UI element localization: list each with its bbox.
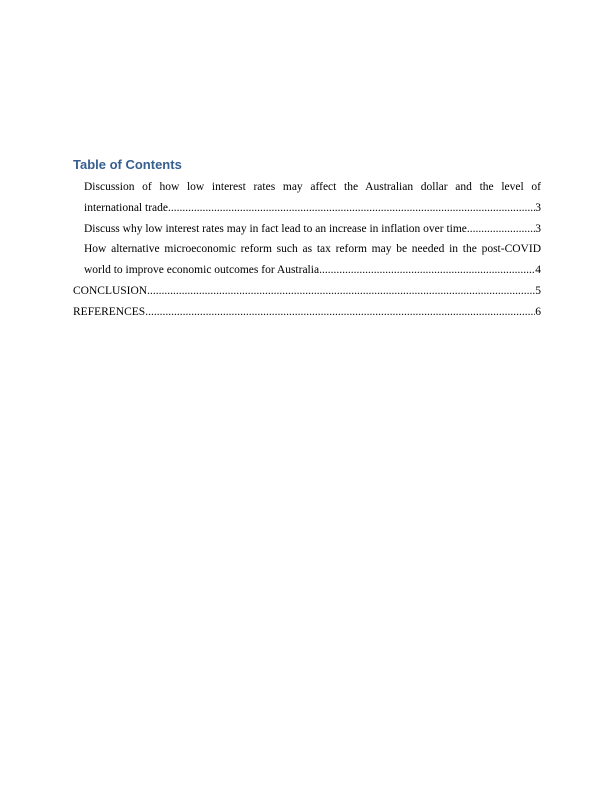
toc-entry[interactable] xyxy=(73,177,541,219)
dot-leader xyxy=(168,198,535,219)
toc-entry-text-line: world to improve economic outcomes for Australia xyxy=(84,264,320,277)
toc-entry-final-line xyxy=(84,219,541,240)
toc-entry[interactable] xyxy=(73,219,541,240)
toc-page-number: 3 xyxy=(535,201,541,214)
toc-entry[interactable] xyxy=(73,281,541,302)
toc-entry-final-line xyxy=(84,260,541,281)
dot-leader xyxy=(145,302,535,323)
toc-entry-final-line xyxy=(73,281,541,302)
dot-leader xyxy=(147,281,535,302)
dot-leader xyxy=(319,260,535,281)
toc-page-number: 4 xyxy=(535,264,541,277)
table-of-contents xyxy=(73,157,541,323)
toc-entry-text-line: How alternative microeconomic reform such as tax reform may be needed in the post-COVID xyxy=(84,243,541,256)
toc-page-number: 3 xyxy=(535,222,541,235)
toc-entry-final-line xyxy=(73,302,541,323)
dot-leader xyxy=(467,219,535,240)
toc-entry-text-line: international trade xyxy=(84,201,168,214)
toc-entry[interactable] xyxy=(73,239,541,281)
toc-entry-text-line: Discuss why low interest rates may in fact lead to an increase in inflation over time xyxy=(84,222,467,235)
toc-page-number: 6 xyxy=(535,305,541,318)
toc-entry-text-line: REFERENCES xyxy=(73,305,146,318)
toc-title: Table of Contents xyxy=(73,157,182,172)
toc-entry-text-line: CONCLUSION xyxy=(73,284,148,297)
toc-entry-text-line: Discussion of how low interest rates may affect the Australian dollar and the level of xyxy=(84,181,541,193)
toc-entry[interactable] xyxy=(73,302,541,323)
toc-entry-final-line xyxy=(84,198,541,219)
toc-page-number: 5 xyxy=(535,284,541,297)
